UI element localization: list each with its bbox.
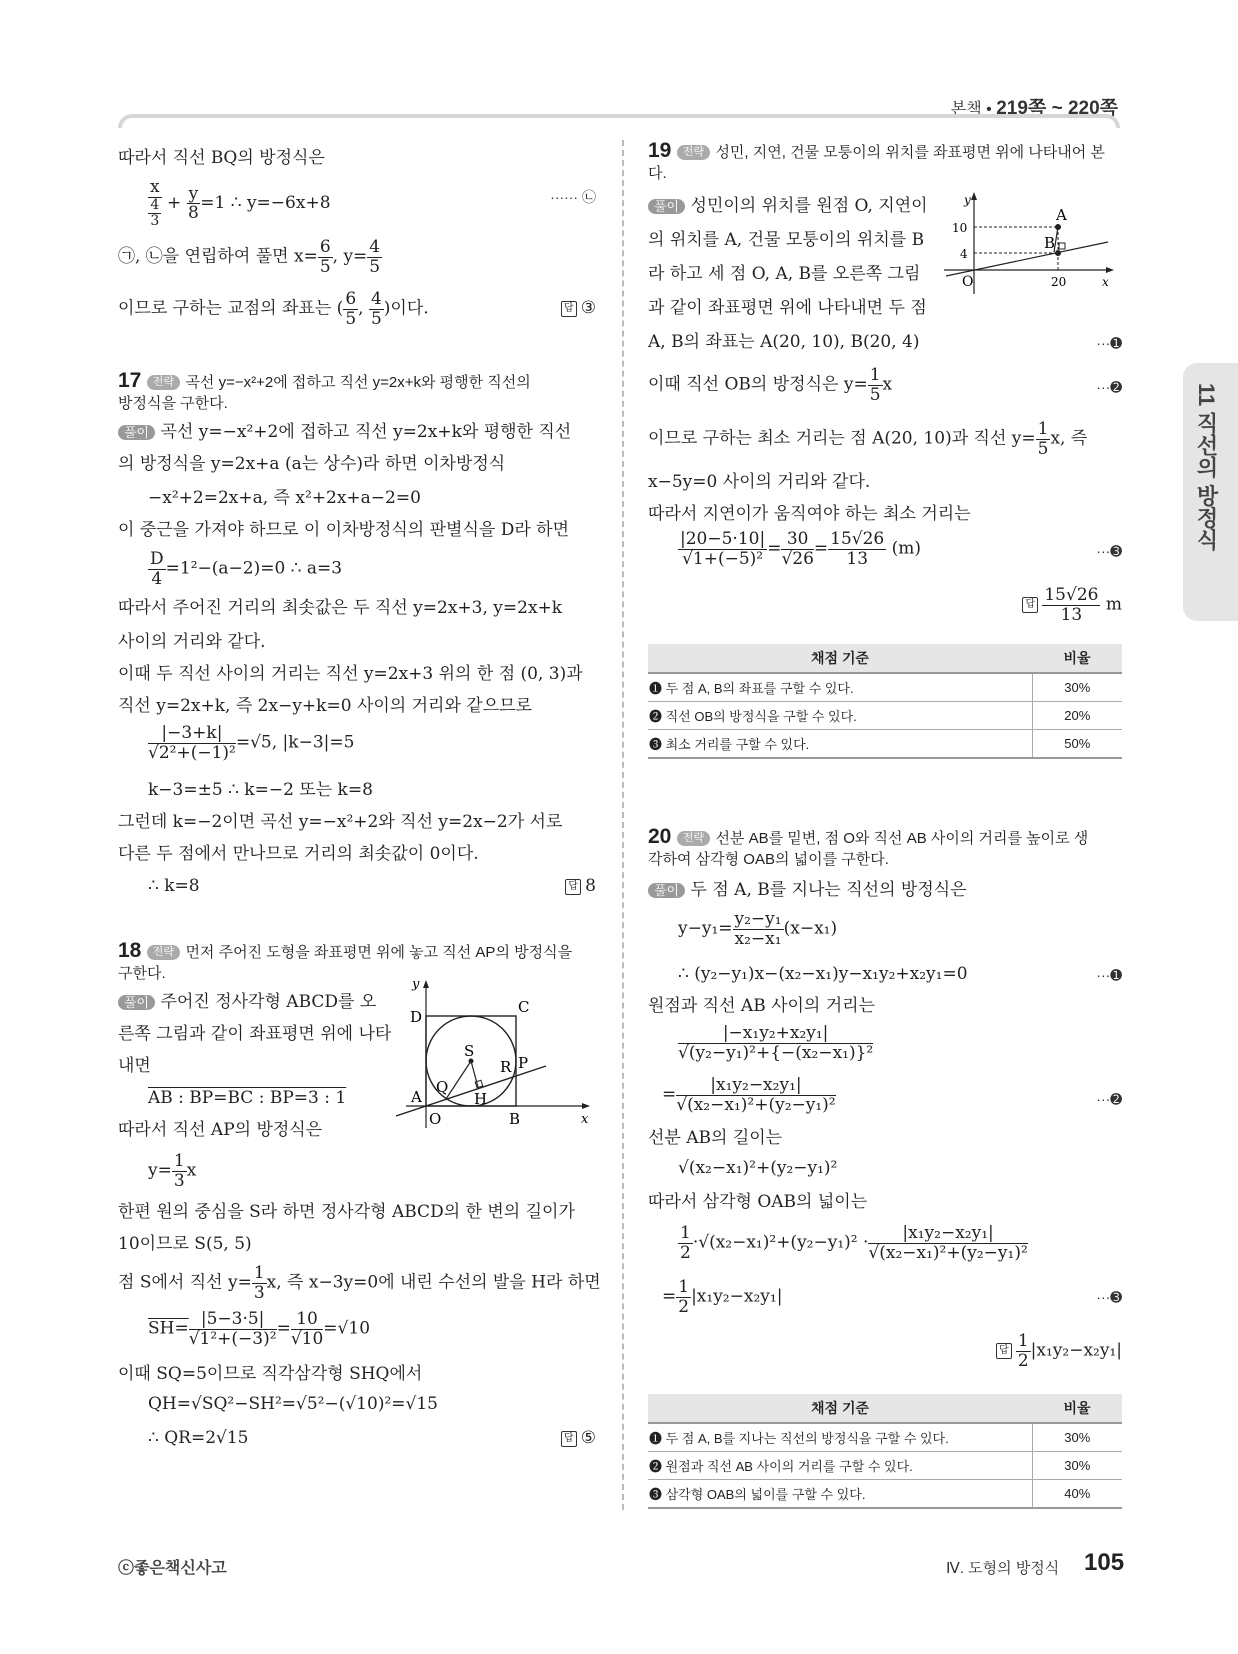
equation-mark: ······ ㉡ <box>550 189 596 205</box>
answer-19: 답 $\frac{15√26}{13}$ m <box>1022 586 1122 624</box>
page-reference: 본책 • 219쪽 ~ 220쪽 <box>950 98 1118 119</box>
publisher-logo: ⓒ좋은책신사고 <box>118 1560 227 1577</box>
q17-sol-8: 이때 두 직선 사이의 거리는 직선 y=2x+3 위의 한 점 (0, 3)과 <box>118 664 583 684</box>
axis-y-label: y <box>964 193 971 207</box>
q17-sol-6: 따라서 주어진 거리의 최솟값은 두 직선 y=2x+3, y=2x+k <box>118 598 563 618</box>
q19-sol-8: x−5y=0 사이의 거리와 같다. <box>648 472 871 492</box>
table-row: ➊ 두 점 A, B의 좌표를 구할 수 있다. 30% <box>648 673 1122 702</box>
q18-sol-11: ∴ QR=2√15 <box>148 1428 249 1448</box>
answer-18: 답 ⑤ <box>561 1428 596 1448</box>
table-row: ➌ 삼각형 OAB의 넓이를 구할 수 있다. 40% <box>648 1480 1122 1509</box>
point-P: P <box>518 1054 529 1072</box>
chapter-side-tab: 11 직선의 방정식 <box>1183 363 1238 621</box>
q17-sol-4: 이 중근을 가져야 하므로 이 이차방정식의 판별식을 D라 하면 <box>118 520 569 540</box>
intersection-line: 이므로 구하는 교점의 좌표는 ( $\frac{6}{5}$ , $\frac{4}{5}$ )이다. <box>118 289 429 329</box>
q18-sol-7: 10이므로 S(5, 5) <box>118 1234 252 1254</box>
point-B: B <box>509 1110 521 1128</box>
q17-sol-13: 다른 두 점에서 만나므로 거리의 최솟값이 0이다. <box>118 844 479 864</box>
q19-sol-1: 풀이 성민이의 위치를 원점 O, 지연이 <box>648 198 928 215</box>
solve-line: ㉠, ㉡을 연립하여 풀면 x= $\frac{6}{5}$ , y= $\frac{4}{5}$ <box>118 237 381 277</box>
point-O: O <box>429 1110 442 1128</box>
q18-strategy-cont: 구한다. <box>118 965 166 982</box>
q17-sol-14: ∴ k=8 <box>148 876 200 896</box>
coordinate-figure <box>938 190 1114 298</box>
q17-sol-11: k−3=±5 ∴ k=−2 또는 k=8 <box>148 780 373 800</box>
q20-sol-1: 풀이 두 점 A, B를 지나는 직선의 방정식은 <box>648 882 967 899</box>
q19-sol-2: 의 위치를 A, 건물 모퉁이의 위치를 B <box>648 230 925 250</box>
table-row: ➊ 두 점 A, B를 지나는 직선의 방정식을 구할 수 있다. 30% <box>648 1423 1122 1452</box>
q19-strategy: 19 전략 성민, 지연, 건물 모퉁이의 위치를 좌표평면 위에 나타내어 본 <box>648 139 1105 162</box>
q18-sol-1: 풀이 주어진 정사각형 ABCD를 오 <box>118 994 376 1011</box>
table-row: ➋ 직선 OB의 방정식을 구할 수 있다. 20% <box>648 702 1122 730</box>
q18-ratio: AB : BP=BC : BP=3 : 1 <box>148 1088 347 1108</box>
q19-sol-9: 따라서 지연이가 움직여야 하는 최소 거리는 <box>648 504 971 524</box>
page-number: 105 <box>1084 1549 1125 1576</box>
point-D: D <box>410 1008 423 1026</box>
point-R: R <box>500 1058 512 1076</box>
point-A: A <box>1056 206 1067 224</box>
q17-sol-2: 의 방정식을 y=2x+a (a는 상수)라 하면 이차방정식 <box>118 454 506 474</box>
tick-20: 20 <box>1051 275 1067 289</box>
q18-sol-5: 따라서 직선 AP의 방정식은 <box>118 1120 323 1140</box>
q19-distance: $\frac{|20-5\cdot 10|}{\text{√1+(−5)²}}$ = $\frac{30}{√26}$ = $\frac{15√26}{13}$ (m) <box>680 529 922 569</box>
q20-line-eq: y−y₁= $\frac{\text{y₂−y₁}}{\text{x₂−x₁}}$ (x−x₁) <box>678 909 838 949</box>
axis-x-label: x <box>1102 275 1109 289</box>
step-mark-1: ···➊ <box>1096 335 1122 351</box>
header-rule <box>118 114 1120 128</box>
q17-sol-1: 풀이 곡선 y=−x²+2에 접하고 직선 y=2x+k와 평행한 직선 <box>118 424 571 441</box>
point-S: S <box>464 1042 475 1060</box>
axis-y-label: y <box>412 978 420 992</box>
point-Q: Q <box>436 1078 449 1096</box>
column-divider <box>622 140 624 1510</box>
q18-sol-8: 점 S에서 직선 y= $\frac{1}{3}$ x, 즉 x−3y=0에 내린 수선의 발을 H라 하면 <box>118 1263 601 1303</box>
q20-sol-6: √(x₂−x₁)²+(y₂−y₁)² <box>678 1158 838 1178</box>
table-row: ➋ 원점과 직선 AB 사이의 거리를 구할 수 있다. 30% <box>648 1452 1122 1480</box>
step-mark-2: ···➋ <box>1096 379 1122 395</box>
q18-sol-9: 이때 SQ=5이므로 직각삼각형 SHQ에서 <box>118 1364 423 1384</box>
q19-sol-7: 이므로 구하는 최소 거리는 점 A(20, 10)과 직선 y= $\frac{1}{5}$ x, 즉 <box>648 419 1088 459</box>
answer-16: 답 ③ <box>561 298 596 318</box>
q17-sol-12: 그런데 k=−2이면 곡선 y=−x²+2와 직선 y=2x−2가 서로 <box>118 812 563 832</box>
point-B: B <box>1044 234 1056 252</box>
q18-strategy: 18 전략 먼저 주어진 도형을 좌표평면 위에 놓고 직선 AP의 방정식을 <box>118 939 573 962</box>
q18-sol-6: 한편 원의 중심을 S라 하면 정사각형 ABCD의 한 변의 길이가 <box>118 1202 575 1222</box>
q17-sol-9: 직선 y=2x+k, 즉 2x−y+k=0 사이의 거리와 같으므로 <box>118 696 532 716</box>
q17-distance: $\frac{|-3+k|}{\text{√2²+(−1)²}}$ =√5, |k−3|=5 <box>148 723 355 763</box>
point-C: C <box>518 998 530 1016</box>
q20-sol-4: 원점과 직선 AB 사이의 거리는 <box>648 996 876 1016</box>
q20-area-result: = $\frac{1}{2}$ |x₁y₂−x₂y₁| <box>662 1277 783 1317</box>
q20-distance-1: $\frac{\text{|−x₁y₂+x₂y₁|}}{\text{√(y₂−y₁)²+\{−(x₂−x₁)\}²}}$ <box>678 1023 874 1063</box>
answer-17: 답 8 <box>565 876 596 896</box>
q18-sh: SH= $\frac{|5-3\cdot 5|}{\text{√1²+(−3)²}}$ = $\frac{10}{√10}$ =√10 <box>148 1309 371 1349</box>
q18-line-ap: y= $\frac{1}{3}$ x <box>148 1151 197 1191</box>
q18-sol-2: 른쪽 그림과 같이 좌표평면 위에 나타 <box>118 1024 392 1044</box>
equation-bq: $\frac{x}{\frac{4}{3}}$ + $\frac{y}{8}$ =1 ∴ y=−6x+8 <box>150 177 331 230</box>
answer-20: 답 $\frac{1}{2}$ |x₁y₂−x₂y₁| <box>996 1332 1122 1370</box>
q19-sol-6: 이때 직선 OB의 방정식은 y= $\frac{1}{5}$ x <box>648 365 893 405</box>
point-H: H <box>474 1090 488 1108</box>
grading-table-19: 채점 기준 비율 ➊ 두 점 A, B의 좌표를 구할 수 있다. 30% ➋ 직선 OB의 방정식을 구할 수 있다. 20% ➌ 최소 거리를 구할 수 있다. 50% <box>648 644 1122 759</box>
q20-strategy: 20 전략 선분 AB를 밑변, 점 O와 직선 AB 사이의 거리를 높이로 생 <box>648 825 1089 848</box>
q20-sol-3: ∴ (y₂−y₁)x−(x₂−x₁)y−x₁y₂+x₂y₁=0 <box>678 964 968 984</box>
point-O: O <box>962 274 974 290</box>
q17-sol-7: 사이의 거리와 같다. <box>118 632 266 652</box>
tick-10: 10 <box>952 221 968 235</box>
q19-strategy-cont: 다. <box>648 165 667 182</box>
grading-table-20: 채점 기준 비율 ➊ 두 점 A, B를 지나는 직선의 방정식을 구할 수 있다. 30% ➋ 원점과 직선 AB 사이의 거리를 구할 수 있다. 30% ➌ 삼각형 OAB의 넓이를 구할 수 있다. 40% <box>648 1394 1122 1509</box>
chapter-label: Ⅳ. 도형의 방정식 <box>946 1560 1060 1577</box>
q20-distance-2: = $\frac{\text{|x₁y₂−x₂y₁|}}{\text{√(x₂−x₁)²+(y₂−y₁)²}}$ <box>662 1075 836 1115</box>
point-A: A <box>411 1088 422 1106</box>
q17-strategy-cont: 방정식을 구한다. <box>118 395 228 412</box>
q18-sol-10: QH=√SQ²−SH²=√5²−(√10)²=√15 <box>148 1394 438 1414</box>
text-line: 따라서 직선 BQ의 방정식은 <box>118 148 325 168</box>
q19-sol-3: 라 하고 세 점 O, A, B를 오른쪽 그림 <box>648 264 921 284</box>
q17-strategy: 17 전략 곡선 y=−x²+2에 접하고 직선 y=2x+k와 평행한 직선의 <box>118 369 531 392</box>
tick-4: 4 <box>960 247 968 261</box>
q17-discriminant: $\frac{D}{4}$ =1²−(a−2)=0 ∴ a=3 <box>150 549 343 589</box>
step-mark-3: ···➌ <box>1096 543 1122 559</box>
step-mark-2: ···➋ <box>1096 1091 1122 1107</box>
axis-x-label: x <box>581 1112 589 1127</box>
q20-strategy-cont: 각하여 삼각형 OAB의 넓이를 구한다. <box>648 851 889 868</box>
q20-sol-5: 선분 AB의 길이는 <box>648 1128 783 1148</box>
square-circle-figure <box>396 978 596 1138</box>
table-row: ➌ 최소 거리를 구할 수 있다. 50% <box>648 730 1122 759</box>
q20-sol-7: 따라서 삼각형 OAB의 넓이는 <box>648 1192 868 1212</box>
step-mark-1: ···➊ <box>1096 967 1122 983</box>
q17-sol-3: −x²+2=2x+a, 즉 x²+2x+a−2=0 <box>148 488 421 508</box>
q18-sol-3: 내면 <box>118 1056 151 1076</box>
step-mark-3: ···➌ <box>1096 1289 1122 1305</box>
q19-sol-5: A, B의 좌표는 A(20, 10), B(20, 4) <box>648 332 920 352</box>
q19-sol-4: 과 같이 좌표평면 위에 나타내면 두 점 <box>648 298 927 318</box>
q20-area: $\frac{1}{2}$ ·√(x₂−x₁)²+(y₂−y₁)² · $\frac{\text{|x₁y₂−x₂y₁|}}{\text{√(x₂−x₁)²+(y₂−y₁)²}}$ <box>680 1223 1028 1263</box>
